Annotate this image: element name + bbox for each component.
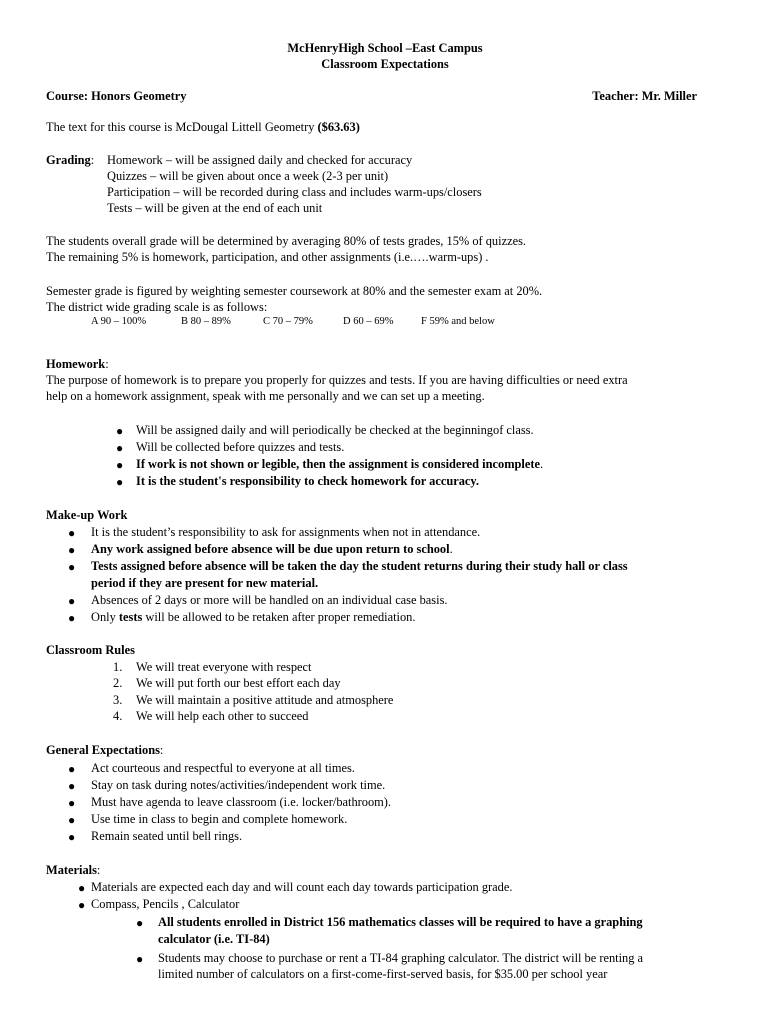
scale-intro: The district wide grading scale is as follows: bbox=[46, 300, 268, 314]
bullet-icon: ● bbox=[116, 458, 124, 472]
makeup-bullet-text: will be allowed to be retaken after proper remediation. bbox=[142, 610, 416, 624]
homework-bullet: Will be collected before quizzes and tests. bbox=[136, 440, 345, 454]
makeup-bullet-bold: tests bbox=[118, 610, 143, 624]
textbook-line bbox=[46, 119, 360, 136]
homework-bullet-period: . bbox=[539, 457, 544, 471]
overall-grade-line-1: The students overall grade will be determined by averaging 80% of tests grades, 15% of quizzes. bbox=[46, 234, 526, 248]
bullet-icon: ● bbox=[78, 898, 86, 912]
rule-text: We will help each other to succeed bbox=[136, 709, 309, 723]
document-title: Classroom Expectations bbox=[321, 57, 449, 71]
homework-label: Homework bbox=[46, 357, 106, 371]
bullet-icon: ● bbox=[68, 796, 76, 810]
bullet-icon: ● bbox=[68, 830, 76, 844]
homework-bullet-text: If work is not shown or legible, then the assignment is considered incomplete bbox=[136, 457, 540, 471]
rule-text: We will put forth our best effort each day bbox=[136, 676, 341, 690]
textbook-text: The text for this course is McDougal Littell Geometry bbox=[46, 120, 318, 134]
bullet-icon: ● bbox=[68, 611, 76, 625]
materials-subitem: Students may choose to purchase or rent a TI-84 graphing calculator. The district will be renting a bbox=[158, 951, 644, 965]
general-heading bbox=[46, 742, 163, 759]
general-item: Act courteous and respectful to everyone at all times. bbox=[91, 761, 355, 775]
materials-colon: : bbox=[96, 863, 101, 877]
makeup-bullet-text: Only bbox=[91, 610, 119, 624]
homework-bullet: Will be assigned daily and will periodically be checked at the beginningof class. bbox=[136, 423, 534, 437]
makeup-heading: Make-up Work bbox=[46, 508, 128, 522]
semester-grade-text: Semester grade is figured by weighting semester coursework at 80% and the semester exam at 20%. bbox=[46, 284, 543, 298]
bullet-icon: ● bbox=[68, 543, 76, 557]
bullet-icon: ● bbox=[68, 813, 76, 827]
rule-number: 3. bbox=[113, 693, 123, 707]
bullet-icon: ● bbox=[136, 916, 144, 930]
grading-item: Participation – will be recorded during class and includes warm-ups/closers bbox=[107, 185, 482, 199]
makeup-bullet-bold: period if they are present for new material. bbox=[91, 576, 319, 590]
scale-a: A 90 – 100% bbox=[91, 316, 147, 327]
bullet-icon: ● bbox=[68, 762, 76, 776]
homework-bullet-bold: It is the student's responsibility to check homework for accuracy. bbox=[136, 474, 480, 488]
bullet-icon: ● bbox=[116, 424, 124, 438]
materials-label: Materials bbox=[46, 863, 97, 877]
general-item: Must have agenda to leave classroom (i.e. locker/bathroom). bbox=[91, 795, 392, 809]
makeup-bullet bbox=[91, 541, 453, 558]
general-item: Use time in class to begin and complete homework. bbox=[91, 812, 348, 826]
rules-heading: Classroom Rules bbox=[46, 643, 135, 657]
materials-subitem-bold: All students enrolled in District 156 mathematics classes will be required to have a graphing bbox=[158, 915, 643, 929]
teacher-label: Teacher: Mr. Miller bbox=[592, 89, 697, 103]
rule-text: We will treat everyone with respect bbox=[136, 660, 312, 674]
makeup-bullet-bold: Any work assigned before absence will be due upon return to school bbox=[91, 542, 450, 556]
grading-item: Tests – will be given at the end of each unit bbox=[107, 201, 323, 215]
bullet-icon: ● bbox=[68, 779, 76, 793]
course-label: Course: Honors Geometry bbox=[46, 89, 187, 103]
homework-bullet-bold bbox=[136, 456, 543, 473]
scale-d: D 60 – 69% bbox=[343, 316, 394, 327]
grading-label: Grading bbox=[46, 153, 91, 167]
homework-heading bbox=[46, 356, 109, 373]
materials-item: Materials are expected each day and will count each day towards participation grade. bbox=[91, 880, 513, 894]
bullet-icon: ● bbox=[68, 560, 76, 574]
bullet-icon: ● bbox=[116, 441, 124, 455]
materials-subitem-bold: calculator (i.e. TI-84) bbox=[158, 932, 270, 946]
homework-colon: : bbox=[105, 357, 109, 371]
scale-b: B 80 – 89% bbox=[181, 316, 231, 327]
general-label: General Expectations bbox=[46, 743, 160, 757]
grading-heading bbox=[46, 152, 94, 169]
scale-c: C 70 – 79% bbox=[263, 316, 313, 327]
overall-grade-line-2: The remaining 5% is homework, participation, and other assignments (i.e.….warm-ups) . bbox=[46, 250, 489, 264]
homework-paragraph-line-2: help on a homework assignment, speak with me personally and we can set up a meeting. bbox=[46, 389, 485, 403]
grading-item: Homework – will be assigned daily and checked for accuracy bbox=[107, 153, 413, 167]
bullet-icon: ● bbox=[68, 526, 76, 540]
makeup-bullet bbox=[91, 609, 415, 626]
rule-number: 2. bbox=[113, 676, 123, 690]
textbook-price: ($63.63) bbox=[317, 120, 360, 134]
materials-subitem: limited number of calculators on a first-come-first-served basis, for $35.00 per school year bbox=[158, 967, 608, 981]
general-item: Remain seated until bell rings. bbox=[91, 829, 243, 843]
makeup-bullet: It is the student’s responsibility to ask for assignments when not in attendance. bbox=[91, 525, 481, 539]
materials-item: Compass, Pencils , Calculator bbox=[91, 897, 240, 911]
general-colon: : bbox=[159, 743, 164, 757]
rule-number: 1. bbox=[113, 660, 123, 674]
bullet-icon: ● bbox=[78, 881, 86, 895]
rule-text: We will maintain a positive attitude and atmosphere bbox=[136, 693, 394, 707]
bullet-icon: ● bbox=[136, 952, 144, 966]
bullet-icon: ● bbox=[68, 594, 76, 608]
grading-item: Quizzes – will be given about once a week (2-3 per unit) bbox=[107, 169, 389, 183]
school-name: McHenryHigh School –East Campus bbox=[287, 41, 483, 55]
makeup-bullet: Absences of 2 days or more will be handled on an individual case basis. bbox=[91, 593, 448, 607]
rule-number: 4. bbox=[113, 709, 123, 723]
makeup-bullet-bold: Tests assigned before absence will be taken the day the student returns during their study hall or class bbox=[91, 559, 628, 573]
grading-colon: : bbox=[90, 153, 95, 167]
scale-f: F 59% and below bbox=[421, 316, 495, 327]
makeup-bullet-period: . bbox=[449, 542, 453, 556]
materials-heading bbox=[46, 862, 100, 879]
homework-paragraph-line-1: The purpose of homework is to prepare you properly for quizzes and tests. If you are having difficulties or need extra bbox=[46, 373, 628, 387]
general-item: Stay on task during notes/activities/independent work time. bbox=[91, 778, 386, 792]
bullet-icon: ● bbox=[116, 475, 124, 489]
